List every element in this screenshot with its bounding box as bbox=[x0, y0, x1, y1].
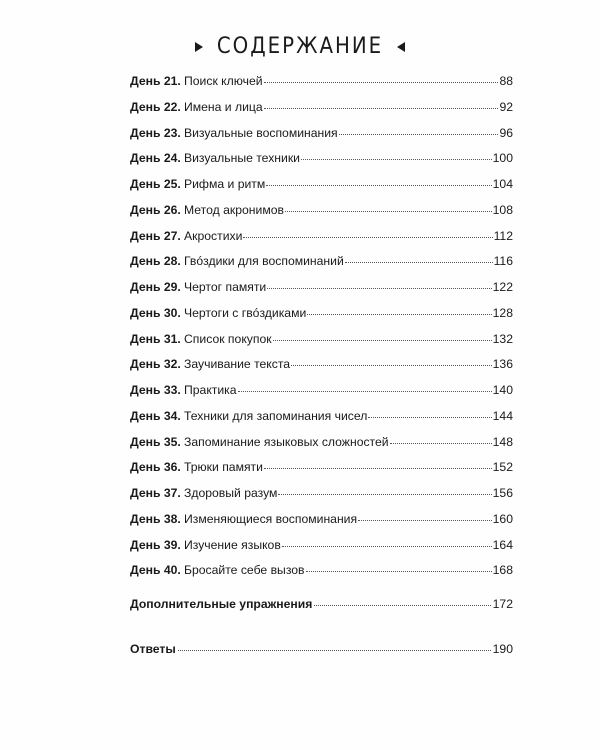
toc-entry bbox=[130, 224, 513, 250]
toc-entry bbox=[130, 121, 513, 147]
toc-day: День 25. bbox=[130, 177, 181, 191]
toc-title: Техники для запоминания чисел bbox=[184, 408, 368, 423]
dot-leader bbox=[306, 570, 492, 572]
toc-day: День 37. bbox=[130, 486, 181, 500]
toc-page: 140 bbox=[492, 383, 513, 397]
toc-page: 116 bbox=[493, 254, 513, 269]
toc-extra-page: 172 bbox=[492, 597, 513, 611]
dot-leader bbox=[266, 184, 491, 186]
toc-entry bbox=[130, 95, 513, 121]
toc-answers-title: Ответы bbox=[130, 642, 176, 656]
toc-page: 156 bbox=[492, 486, 513, 500]
toc-entry bbox=[130, 301, 513, 327]
toc-day: День 23. bbox=[130, 125, 181, 140]
toc-title: Изменяющиеся воспоминания bbox=[184, 511, 358, 526]
toc-entry bbox=[130, 352, 513, 378]
toc-title: Визуальные техники bbox=[184, 151, 300, 166]
dot-leader bbox=[285, 210, 492, 212]
toc-day: День 35. bbox=[130, 434, 181, 449]
toc-title: Бросайте себе вызов bbox=[184, 563, 305, 578]
dot-leader bbox=[390, 442, 492, 444]
toc-day: День 27. bbox=[130, 228, 181, 243]
toc-day: День 21. bbox=[130, 74, 181, 88]
toc-entry bbox=[130, 146, 513, 172]
toc-page: 148 bbox=[492, 434, 513, 449]
toc-day: День 40. bbox=[130, 563, 181, 578]
toc-entry bbox=[130, 404, 513, 430]
toc-day: День 24. bbox=[130, 151, 181, 166]
toc-title: Гвóздики для воспоминаний bbox=[184, 254, 344, 269]
toc-day: День 39. bbox=[130, 537, 181, 552]
dot-leader bbox=[273, 339, 492, 341]
dot-leader bbox=[238, 390, 492, 392]
toc-title: Запоминание языковых сложностей bbox=[184, 434, 389, 449]
toc-page: 112 bbox=[493, 228, 513, 243]
triangle-right-icon bbox=[195, 42, 203, 52]
toc-page: 122 bbox=[492, 280, 513, 294]
toc-page: 104 bbox=[492, 177, 513, 191]
toc-day: День 29. bbox=[130, 280, 181, 294]
toc-title: Заучивание текста bbox=[184, 357, 291, 372]
dot-leader bbox=[307, 313, 491, 315]
toc-page: 132 bbox=[492, 331, 513, 346]
toc-title: Список покупок bbox=[184, 331, 272, 346]
toc-entry bbox=[130, 378, 513, 404]
page-heading bbox=[0, 34, 600, 59]
dot-leader bbox=[264, 107, 499, 109]
toc-entry bbox=[130, 327, 513, 353]
toc-day: День 38. bbox=[130, 511, 181, 526]
toc-title: Визуальные воспоминания bbox=[184, 125, 338, 140]
toc-page: 108 bbox=[492, 202, 513, 217]
toc-entry bbox=[130, 533, 513, 559]
dot-leader bbox=[264, 81, 499, 83]
toc-page: 88 bbox=[499, 74, 513, 88]
toc-day: День 34. bbox=[130, 408, 181, 423]
toc-day: День 33. bbox=[130, 383, 181, 397]
toc-day: День 36. bbox=[130, 460, 181, 475]
toc-title: Изучение языков bbox=[184, 537, 281, 552]
dot-leader bbox=[278, 493, 491, 495]
toc-day: День 22. bbox=[130, 99, 181, 114]
toc-page: 92 bbox=[499, 99, 513, 114]
toc-title: Рифма и ритм bbox=[184, 177, 266, 191]
toc-entry bbox=[130, 172, 513, 198]
toc-page: 152 bbox=[492, 460, 513, 475]
toc-entry bbox=[130, 507, 513, 533]
dot-leader bbox=[243, 236, 492, 238]
toc-day: День 31. bbox=[130, 331, 181, 346]
toc-page: 164 bbox=[492, 537, 513, 552]
dot-leader bbox=[267, 287, 491, 289]
dot-leader bbox=[264, 467, 492, 469]
toc-title: Метод акронимов bbox=[184, 202, 284, 217]
toc-entry bbox=[130, 275, 513, 301]
toc-page: 96 bbox=[499, 125, 513, 140]
toc-title: Здоровый разум bbox=[184, 486, 278, 500]
toc-page: 128 bbox=[492, 305, 513, 320]
toc-title: Практика bbox=[184, 383, 237, 397]
toc-entry bbox=[130, 249, 513, 275]
toc-day: День 26. bbox=[130, 202, 181, 217]
toc-entry bbox=[130, 198, 513, 224]
toc-entry bbox=[130, 481, 513, 507]
toc-entry bbox=[130, 455, 513, 481]
toc-answers bbox=[130, 642, 513, 656]
toc-title: Акростихи bbox=[184, 228, 243, 243]
dot-leader bbox=[358, 519, 492, 521]
toc-entry bbox=[130, 558, 513, 584]
toc-answers-page: 190 bbox=[492, 642, 513, 656]
toc-page: 100 bbox=[492, 151, 513, 166]
page-title: СОДЕРЖАНИЕ bbox=[216, 34, 384, 59]
toc-page: 168 bbox=[492, 563, 513, 578]
dot-leader bbox=[178, 649, 491, 651]
dot-leader bbox=[314, 604, 490, 606]
toc-day: День 32. bbox=[130, 357, 181, 372]
toc-extra-exercises bbox=[130, 597, 513, 611]
toc-title: Трюки памяти bbox=[184, 460, 263, 475]
dot-leader bbox=[345, 261, 493, 263]
toc-title: Чертоги с гвóздиками bbox=[184, 305, 307, 320]
toc-entry bbox=[130, 69, 513, 95]
toc-entry bbox=[130, 430, 513, 456]
toc-day: День 28. bbox=[130, 254, 181, 269]
toc-title: Имена и лица bbox=[184, 99, 263, 114]
toc-title: Чертог памяти bbox=[184, 280, 267, 294]
triangle-left-icon bbox=[397, 42, 405, 52]
toc-page: 160 bbox=[492, 511, 513, 526]
dot-leader bbox=[339, 133, 499, 135]
toc-day: День 30. bbox=[130, 305, 181, 320]
dot-leader bbox=[301, 158, 492, 160]
toc-page: 136 bbox=[492, 357, 513, 372]
toc-title: Поиск ключей bbox=[184, 74, 263, 88]
table-of-contents bbox=[130, 69, 513, 584]
dot-leader bbox=[368, 416, 491, 418]
dot-leader bbox=[282, 545, 492, 547]
toc-page: 144 bbox=[492, 408, 513, 423]
dot-leader bbox=[291, 364, 492, 366]
toc-extra-title: Дополнительные упражнения bbox=[130, 597, 313, 611]
